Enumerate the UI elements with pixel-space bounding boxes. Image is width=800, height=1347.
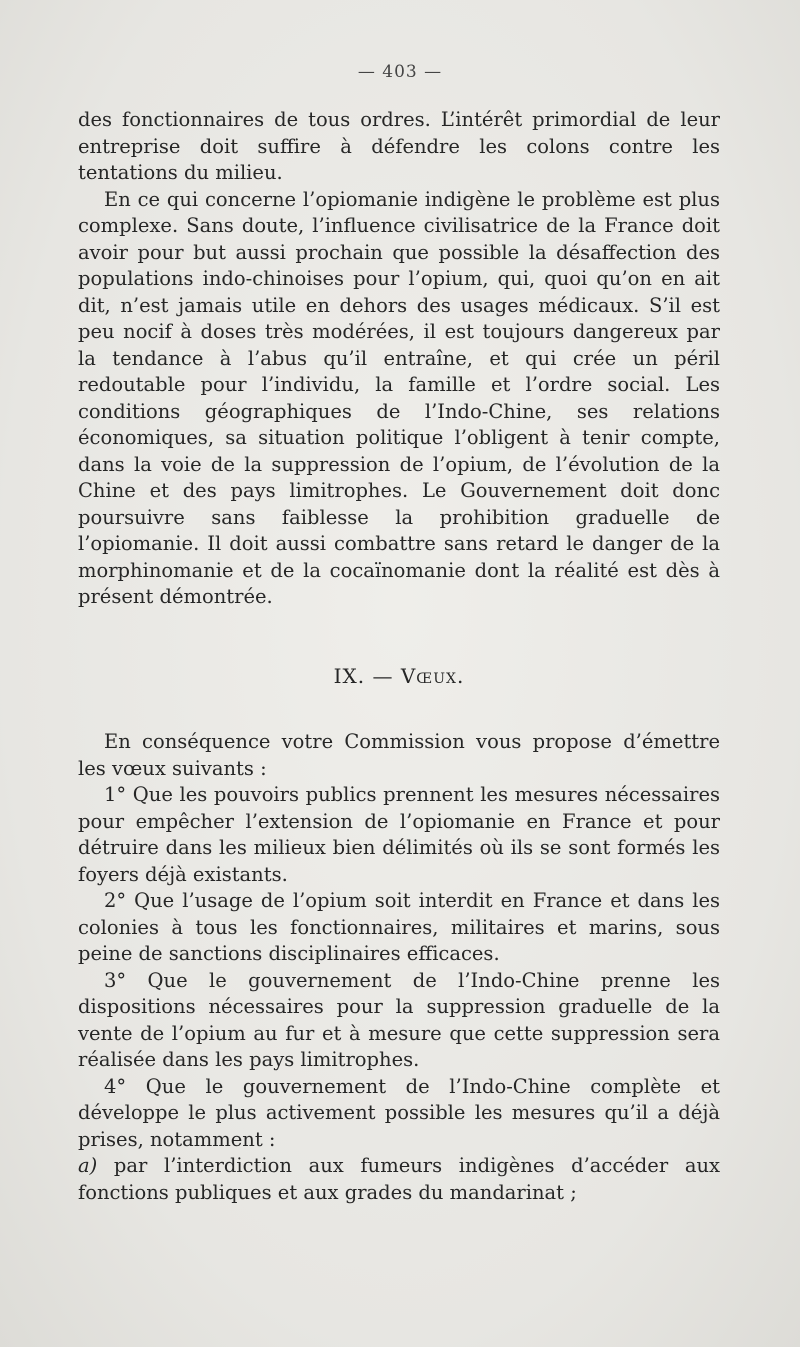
- list-item-1: 1° Que les pouvoirs publics prennent les mesures nécessaires pour empêcher l’extension de l’opiomanie en France et pour détruire dans les milieux bien délimités où ils se sont formés les foyers déjà existants.: [78, 783, 720, 886]
- section-heading: [78, 663, 720, 690]
- list-item-2: 2° Que l’usage de l’opium soit interdit en France et dans les colonies à tous les fonctionnaires, militaires et marins, sous peine de sanctions disciplinaires efficaces.: [78, 889, 720, 965]
- page-body: [78, 107, 720, 1206]
- section-number: IX. —: [333, 663, 394, 688]
- intro-paragraph: En conséquence votre Commission vous propose d’émettre les vœux suivants :: [78, 730, 720, 780]
- list-item-4: 4° Que le gouvernement de l’Indo-Chine complète et développe le plus activement possible les mesures qu’il a déjà prises, notamment :: [78, 1074, 720, 1151]
- paragraph-continuation: des fonctionnaires de tous ordres. L’intérêt primordial de leur entreprise doit suffire à défendre les colons contre les tentations du milieu.: [78, 108, 720, 184]
- section-title: Vœux.: [400, 663, 465, 688]
- paragraph-opiomanie-indigene: En ce qui concerne l’opiomanie indigène le problème est plus complexe. Sans doute, l’influence civilisatrice de la France doit avoir pour but aussi prochain que possible la désaffection des populations indo-chinoises pour l’opium, qui, quoi qu’on en ait dit, n’est jamais utile en dehors des usages médicaux. S’il est peu nocif à doses très modérées, il est toujours dangereux par la tendance à l’abus qu’il entraîne, et qui crée un péril redoutable pour l’individu, la famille et l’ordre social. Les conditions géographiques de l’Indo-Chine, ses relations économiques, sa situation politique l’obligent à tenir compte, dans la voie de la suppression de l’opium, de l’évolution de la Chine et des pays limitrophes. Le Gouvernement doit donc poursuivre sans faiblesse la prohibition graduelle de l’opiomanie. Il doit aussi combattre sans retard le danger de la morphinomanie et de la cocaïnomanie dont la réalité est dès à présent démontrée.: [78, 187, 720, 608]
- list-item-3: 3° Que le gouvernement de l’Indo-Chine prenne les dispositions nécessaires pour la suppression graduelle de la vente de l’opium au fur et à mesure que cette suppression sera réalisée dans les pays limitrophes.: [78, 968, 720, 1071]
- sub-item-letter: a): [78, 1154, 98, 1177]
- sub-item-text: par l’interdiction aux fumeurs indigènes d’accéder aux fonctions publiques et aux grades du mandarinat ;: [78, 1154, 720, 1204]
- page-number: — 403 —: [357, 62, 443, 82]
- sub-item-a: [78, 1153, 720, 1206]
